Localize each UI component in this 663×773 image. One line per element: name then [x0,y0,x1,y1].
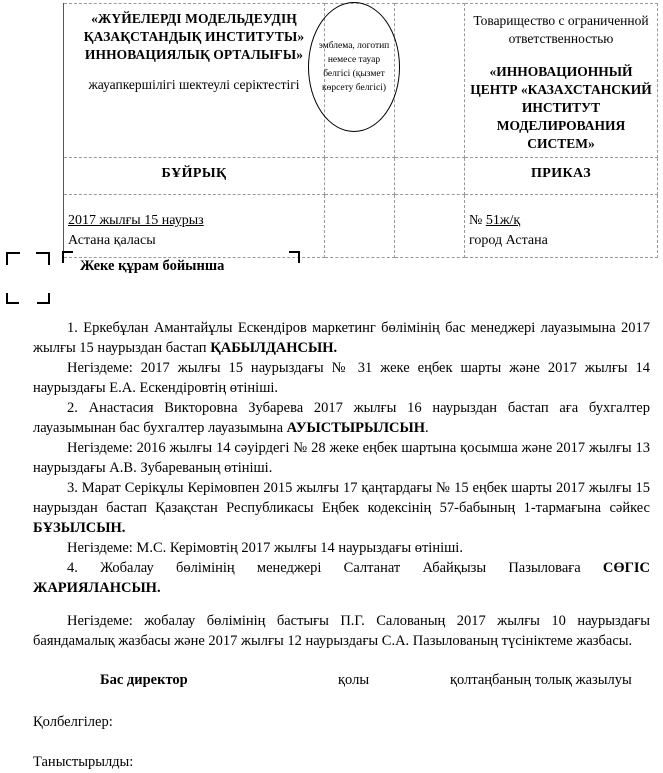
order-body [33,318,650,651]
order-date-kz: 2017 жылғы 15 наурыз [68,212,204,228]
meta-spacer-right [395,194,465,257]
signature-line-label: қолы [338,672,370,688]
signatory-fullname-label: қолтаңбаның толық жазылуы [450,672,632,688]
order-item-2-emphasis: АУЫСТЫРЫЛСЫН [286,420,425,436]
subject-bracket-left-icon [62,251,73,263]
order-city-kz: Астана қаласы [68,232,156,248]
subject-bracket-right-icon [289,251,300,263]
letterhead-doctype-row [64,157,658,194]
org-legal-form-kz: жауапкершілігі шектеулі серіктестігі [88,76,300,92]
subject-heading: Жеке құрам бойынша [80,258,225,274]
endorsements-label: Қолбелгілер: [33,714,113,730]
order-number-prefix: № [469,212,486,228]
order-item-2-tail: . [425,420,429,436]
signatory-position: Бас директор [100,672,188,688]
order-item-3 [33,478,650,538]
acquainted-label: Таныстырылды: [33,754,134,770]
org-name-ru-bold: «ИННОВАЦИОННЫЙ ЦЕНТР «КАЗАХСТАНСКИЙ ИНСТИТУТ МОДЕЛИРОВАНИЯ СИСТЕМ» [470,64,652,151]
order-item-4 [33,558,650,598]
doc-kind-kz-cell [64,157,325,194]
order-item-3-emphasis: БҰЗЫЛСЫН. [33,520,126,536]
doctype-spacer-right [395,157,465,194]
order-number-value: 51ж/қ [485,212,521,228]
emblem-cell-right [395,4,465,158]
order-item-4-text: 4. Жобалау бөлімінің менеджері Салтанат Абайқызы Пазыловаға [67,560,603,576]
org-name-kz-cell [64,4,325,158]
order-item-1-emphasis: ҚАБЫЛДАНСЫН. [210,340,338,356]
doctype-spacer-left [325,157,395,194]
order-basis-3-text: Негіздеме: М.С. Керімовтің 2017 жылғы 14 наурыздағы өтініші. [67,540,463,556]
doc-kind-ru: ПРИКАЗ [530,165,592,181]
org-name-ru-cell [465,4,658,158]
order-basis-3 [33,538,650,558]
org-legal-form-ru: Товарищество с ограниченной ответственностью [473,13,649,46]
doc-kind-kz: БҰЙРЫҚ [161,165,227,181]
order-item-2-text: 2. Анастасия Викторовна Зубарева 2017 жылғы 16 наурыздан бастап аға бухгалтер лауазымынан бас бухгалтер лауазымына [33,400,650,436]
order-city-ru: город Астана [469,232,548,248]
order-item-4-emphasis: СӨГІС ЖАРИЯЛАНСЫН. [33,560,650,596]
order-item-3-text: 3. Марат Серікұлы Керімовпен 2015 жылғы 17 қаңтардағы № 15 еңбек шарты 2017 жылғы 15 наурыздан бастап Қазақстан Республикасы Еңбек кодексінің 57-бабының 1-тармағына сәйкес [33,480,650,516]
emblem-placeholder-oval [308,2,400,132]
emblem-placeholder-text: эмблема, логотип немесе тауар белгісі (қызмет көрсету белгісі) [318,40,390,94]
order-basis-1-text: Негіздеме: 2017 жылғы 15 наурыздағы № 31 жеке еңбек шарты және 2017 жылғы 14 наурыздағы Е.А. Ескендіровтің өтініші. [33,360,650,396]
meta-spacer-left [325,194,395,257]
letterhead-meta-row [64,194,658,257]
order-basis-2 [33,438,650,478]
order-basis-2-text: Негіздеме: 2016 жылғы 14 сәуірдегі № 28 жеке еңбек шартына қосымша және 2017 жылғы 13 наурыздағы А.В. Зубареваның өтініші. [33,440,650,476]
stamp-placeholder-box [6,252,50,304]
date-place-kz-cell [64,194,325,257]
doc-kind-ru-cell [465,157,658,194]
order-basis-4 [33,611,650,651]
number-place-ru-cell [465,194,658,257]
order-item-1 [33,318,650,358]
org-name-kz-bold: «ЖҮЙЕЛЕРДІ МОДЕЛЬДЕУДІҢ ҚАЗАҚСТАНДЫҚ ИНСТИТУТЫ» ИННОВАЦИЯЛЫҚ ОРТАЛЫҒЫ» [83,11,305,62]
order-number [469,211,657,231]
order-item-1-text: 1. Еркебұлан Амантайұлы Ескендіров маркетинг бөлімінің бас менеджері лауазымына 2017 жылғы 15 наурыздан бастап [33,320,650,356]
order-item-2 [33,398,650,438]
order-basis-1 [33,358,650,398]
order-basis-4-text: Негіздеме: жобалау бөлімінің бастығы П.Г. Салованың 2017 жылғы 10 наурыздағы баяндамалық жазбасы және 2017 жылғы 12 наурыздағы С.А. Пазылованың түсініктеме жазбасы. [33,613,650,649]
